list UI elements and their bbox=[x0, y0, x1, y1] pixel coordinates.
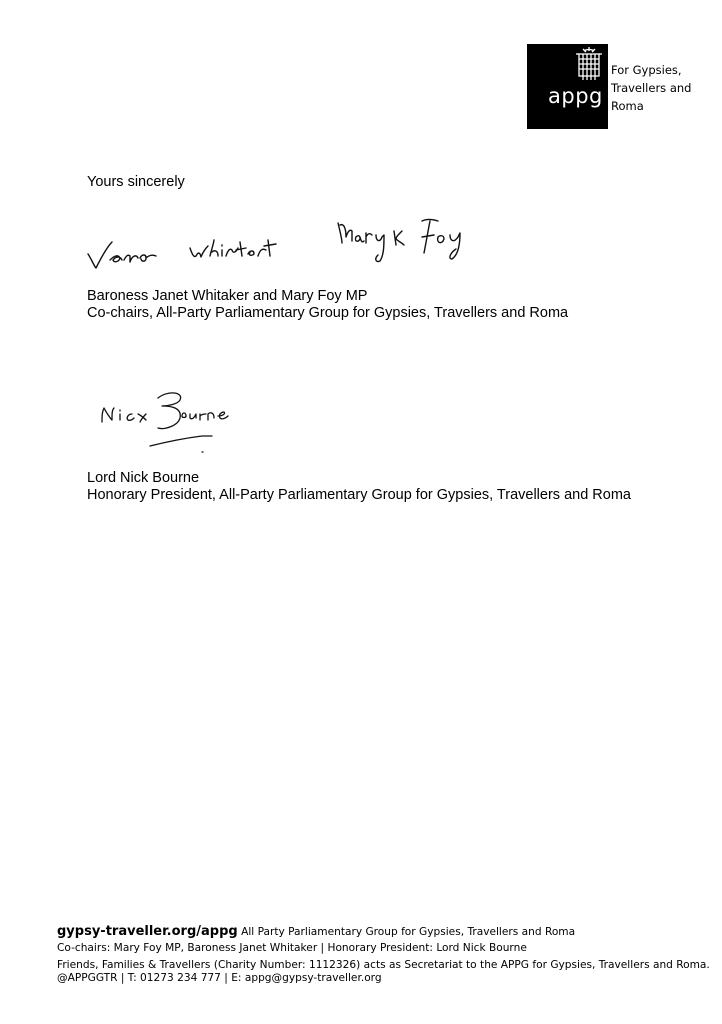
signatory-president-role: Honorary President, All-Party Parliamentary Group for Gypsies, Travellers and Roma bbox=[87, 487, 631, 503]
signature-janet-whitaker bbox=[86, 232, 286, 274]
footer-group-name: All Party Parliamentary Group for Gypsies, Travellers and Roma bbox=[241, 926, 576, 938]
signatories-co-chairs-role: Co-chairs, All-Party Parliamentary Group for Gypsies, Travellers and Roma bbox=[87, 305, 569, 321]
logo-tagline-line: For Gypsies, bbox=[611, 63, 682, 77]
footer-website-line bbox=[57, 925, 575, 939]
footer-contact: @APPGGTR | T: 01273 234 777 | E: appg@gypsy-traveller.org bbox=[57, 972, 382, 984]
portcullis-icon bbox=[574, 46, 604, 82]
signature-mary-foy bbox=[334, 215, 484, 267]
footer-secretariat: Friends, Families & Travellers (Charity Number: 1112326) acts as Secretariat to the APPG for Gypsies, Travellers and Roma. bbox=[57, 959, 710, 971]
logo-tagline-line: Roma bbox=[611, 99, 644, 113]
logo-tagline bbox=[611, 61, 691, 115]
signature-nick-bourne bbox=[98, 384, 238, 456]
appg-logo bbox=[527, 44, 608, 129]
logo-wordmark: appg bbox=[548, 84, 603, 108]
signatory-president-name: Lord Nick Bourne bbox=[87, 470, 200, 486]
signatories-co-chairs-names: Baroness Janet Whitaker and Mary Foy MP bbox=[87, 288, 368, 304]
footer-co-chairs: Co-chairs: Mary Foy MP, Baroness Janet Whitaker | Honorary President: Lord Nick Bourne bbox=[57, 942, 527, 954]
footer-website: gypsy-traveller.org/appg bbox=[57, 924, 238, 939]
letter-closing: Yours sincerely bbox=[87, 174, 185, 190]
logo-tagline-line: Travellers and bbox=[611, 81, 692, 95]
